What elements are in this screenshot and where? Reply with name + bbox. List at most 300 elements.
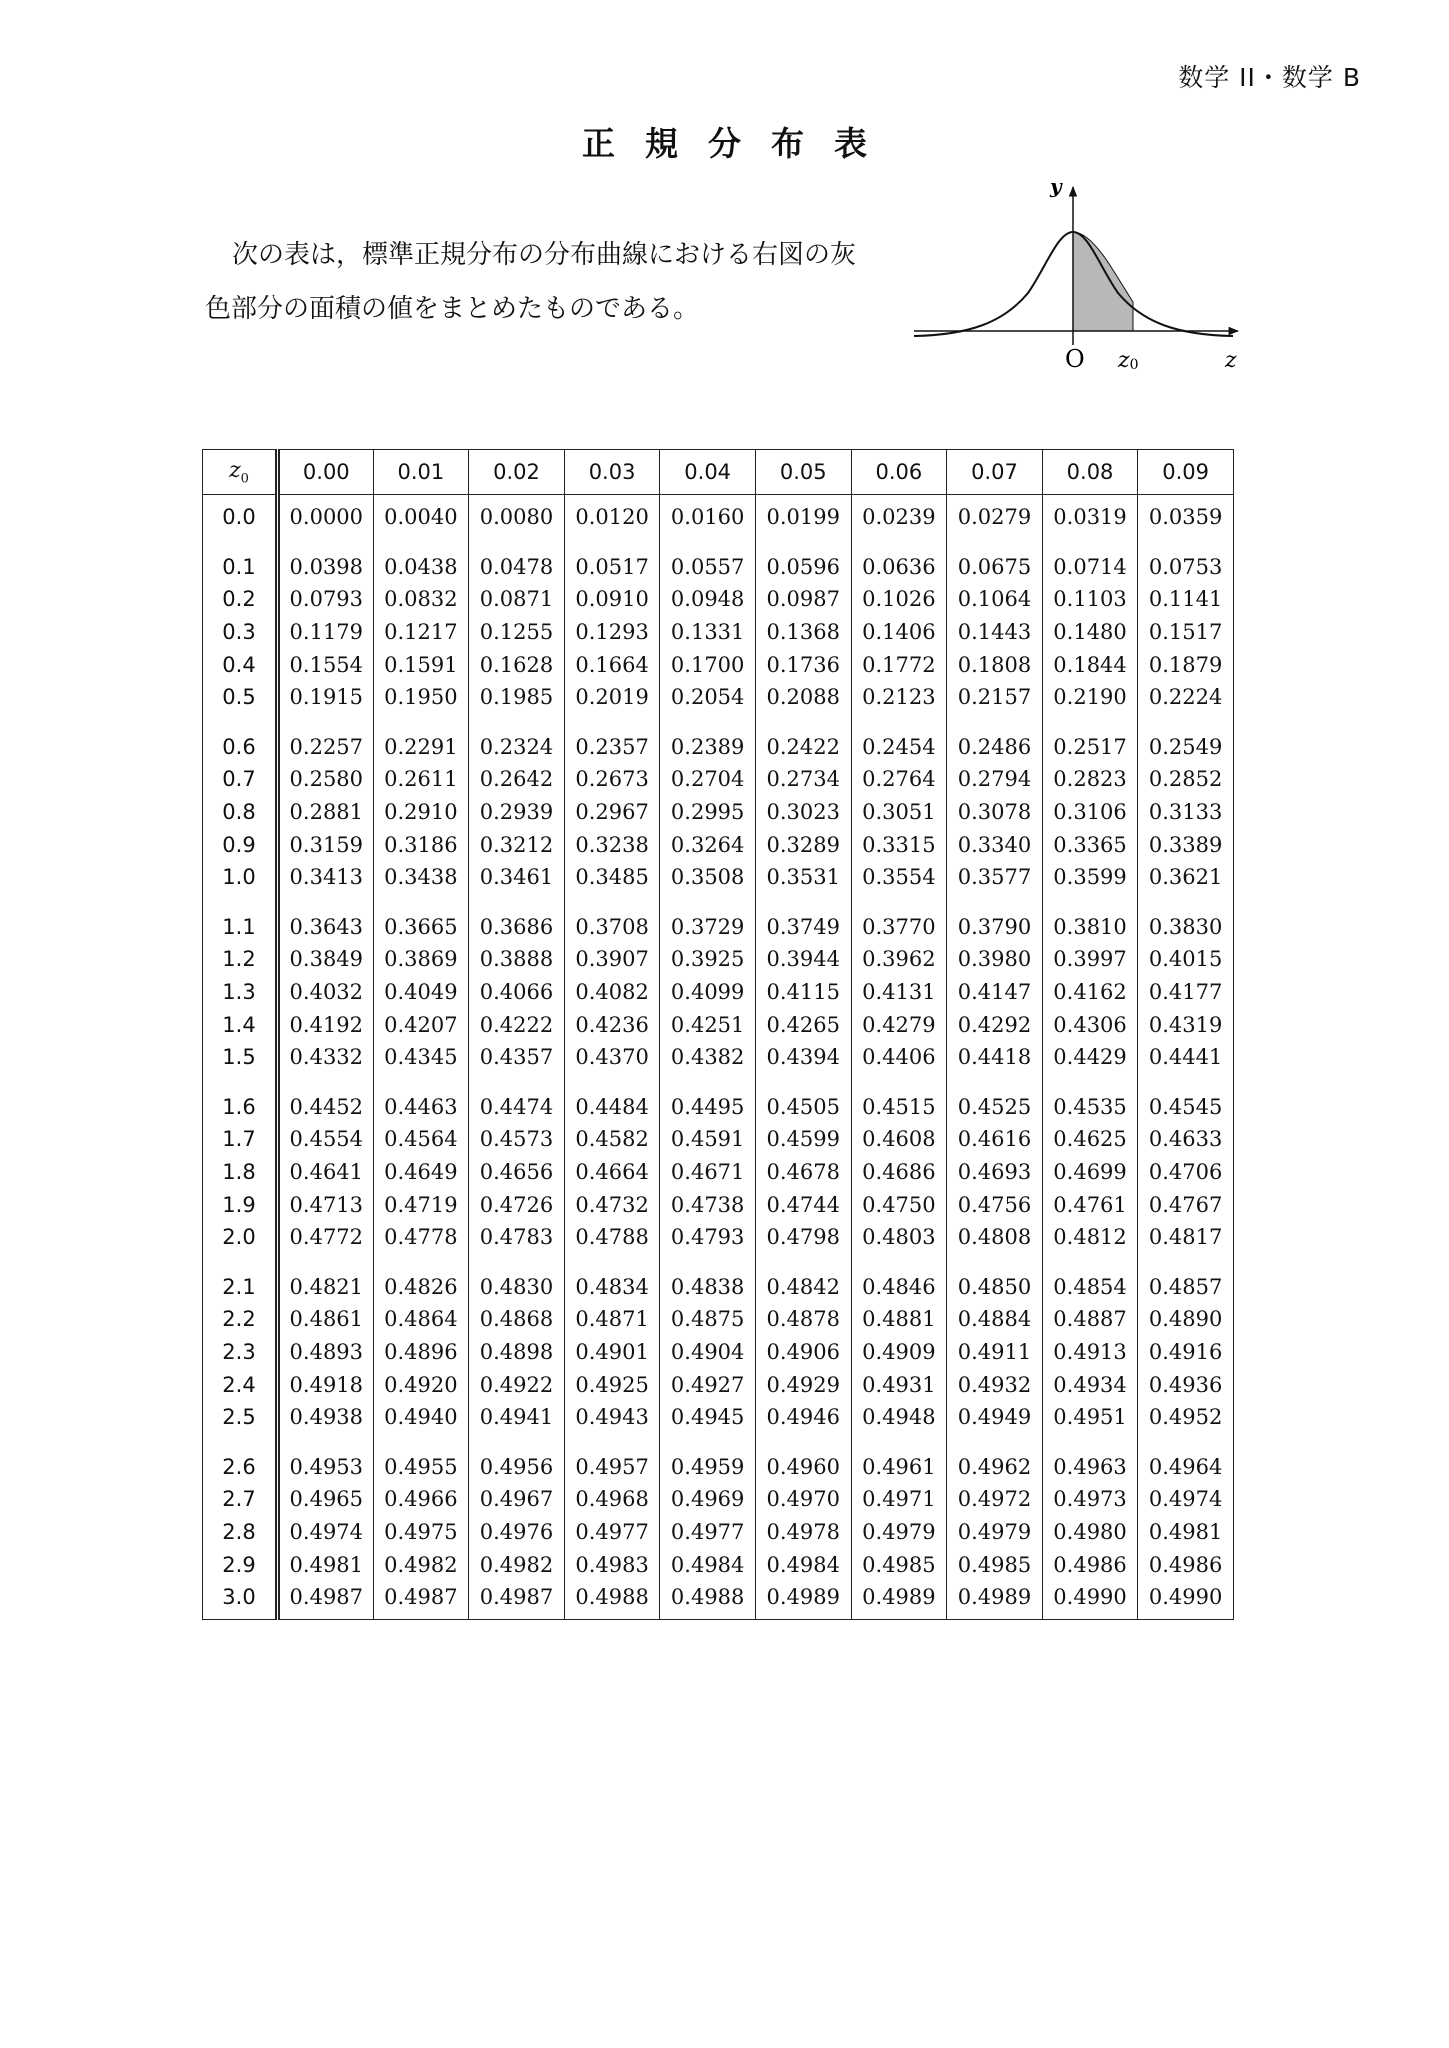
table-cell: 0.1331 [660, 616, 756, 649]
table-cell: 0.4967 [469, 1483, 565, 1516]
origin-label: O [1065, 345, 1085, 373]
table-cell: 0.4973 [1042, 1483, 1138, 1516]
table-cell: 0.1064 [947, 583, 1043, 616]
table-cell: 0.2224 [1138, 681, 1234, 714]
table-cell: 0.2967 [564, 796, 660, 829]
table-cell: 0.3365 [1042, 828, 1138, 861]
table-header-row [203, 450, 1234, 495]
table-cell: 0.4564 [373, 1123, 469, 1156]
table-cell: 0.3315 [851, 828, 947, 861]
table-cell: 0.3599 [1042, 861, 1138, 894]
table-cell: 0.4968 [564, 1483, 660, 1516]
table-cell: 0.4732 [564, 1188, 660, 1221]
table-cell: 0.4857 [1138, 1253, 1234, 1303]
table-cell: 0.4591 [660, 1123, 756, 1156]
table-cell: 0.2704 [660, 763, 756, 796]
table-cell: 0.0040 [373, 495, 469, 534]
table-cell: 0.4838 [660, 1253, 756, 1303]
table-cell: 0.0080 [469, 495, 565, 534]
table-cell: 0.4345 [373, 1041, 469, 1074]
row-z-label: 0.7 [203, 763, 278, 796]
table-cell: 0.1480 [1042, 616, 1138, 649]
table-cell: 0.4927 [660, 1368, 756, 1401]
table-cell: 0.4505 [755, 1074, 851, 1124]
table-cell: 0.0359 [1138, 495, 1234, 534]
table-cell: 0.4964 [1138, 1433, 1234, 1483]
table-cell: 0.4664 [564, 1156, 660, 1189]
table-cell: 0.0279 [947, 495, 1043, 534]
table-cell: 0.4936 [1138, 1368, 1234, 1401]
table-cell: 0.4738 [660, 1188, 756, 1221]
table-cell: 0.3212 [469, 828, 565, 861]
table-cell: 0.1368 [755, 616, 851, 649]
table-cell: 0.3770 [851, 894, 947, 944]
table-cell: 0.0596 [755, 534, 851, 584]
table-row [203, 1581, 1234, 1620]
table-cell: 0.3106 [1042, 796, 1138, 829]
table-cell: 0.1406 [851, 616, 947, 649]
table-cell: 0.4495 [660, 1074, 756, 1124]
table-cell: 0.4986 [1042, 1548, 1138, 1581]
table-cell: 0.4370 [564, 1041, 660, 1074]
table-cell: 0.4977 [660, 1516, 756, 1549]
row-z-label: 0.5 [203, 681, 278, 714]
table-cell: 0.4989 [851, 1581, 947, 1620]
table-cell: 0.4988 [564, 1581, 660, 1620]
table-cell: 0.4961 [851, 1433, 947, 1483]
table-cell: 0.4854 [1042, 1253, 1138, 1303]
table-cell: 0.4693 [947, 1156, 1043, 1189]
table-cell: 0.4955 [373, 1433, 469, 1483]
row-z-label: 1.9 [203, 1188, 278, 1221]
table-cell: 0.4875 [660, 1303, 756, 1336]
table-cell: 0.4943 [564, 1401, 660, 1434]
table-cell: 0.4808 [947, 1221, 1043, 1254]
table-cell: 0.4969 [660, 1483, 756, 1516]
table-cell: 0.4788 [564, 1221, 660, 1254]
table-row [203, 1188, 1234, 1221]
row-z-label: 0.3 [203, 616, 278, 649]
table-cell: 0.4162 [1042, 976, 1138, 1009]
table-cell: 0.4909 [851, 1336, 947, 1369]
table-cell: 0.4987 [373, 1581, 469, 1620]
table-cell: 0.4960 [755, 1433, 851, 1483]
table-row [203, 894, 1234, 944]
table-cell: 0.3790 [947, 894, 1043, 944]
description [205, 228, 885, 336]
table-cell: 0.4916 [1138, 1336, 1234, 1369]
row-z-label: 1.5 [203, 1041, 278, 1074]
table-cell: 0.4767 [1138, 1188, 1234, 1221]
table-cell: 0.3133 [1138, 796, 1234, 829]
table-cell: 0.1443 [947, 616, 1043, 649]
table-cell: 0.4975 [373, 1516, 469, 1549]
column-header: 0.07 [947, 450, 1043, 495]
table-cell: 0.3869 [373, 943, 469, 976]
table-cell: 0.4772 [278, 1221, 374, 1254]
table-cell: 0.4929 [755, 1368, 851, 1401]
table-cell: 0.1700 [660, 648, 756, 681]
table-row [203, 943, 1234, 976]
table-cell: 0.4988 [660, 1581, 756, 1620]
table-cell: 0.3888 [469, 943, 565, 976]
table-cell: 0.4913 [1042, 1336, 1138, 1369]
table-cell: 0.4918 [278, 1368, 374, 1401]
table-cell: 0.4951 [1042, 1401, 1138, 1434]
description-line-2: 色部分の面積の値をまとめたものである。 [205, 294, 700, 324]
table-cell: 0.4864 [373, 1303, 469, 1336]
table-body [203, 495, 1234, 1620]
table-cell: 0.0948 [660, 583, 756, 616]
table-row [203, 1401, 1234, 1434]
table-row [203, 534, 1234, 584]
table-cell: 0.3438 [373, 861, 469, 894]
table-cell: 0.4525 [947, 1074, 1043, 1124]
y-axis-label: y [1050, 175, 1062, 198]
table-cell: 0.3907 [564, 943, 660, 976]
table-cell: 0.4978 [755, 1516, 851, 1549]
shaded-area [1073, 232, 1133, 331]
table-cell: 0.1255 [469, 616, 565, 649]
table-cell: 0.4922 [469, 1368, 565, 1401]
table-row [203, 681, 1234, 714]
table-cell: 0.4582 [564, 1123, 660, 1156]
table-cell: 0.4965 [278, 1483, 374, 1516]
table-cell: 0.1141 [1138, 583, 1234, 616]
table-cell: 0.4932 [947, 1368, 1043, 1401]
table-cell: 0.2580 [278, 763, 374, 796]
table-cell: 0.4015 [1138, 943, 1234, 976]
column-header: 0.05 [755, 450, 851, 495]
table-row [203, 1156, 1234, 1189]
row-z-label: 1.8 [203, 1156, 278, 1189]
table-cell: 0.4984 [755, 1548, 851, 1581]
table-cell: 0.4945 [660, 1401, 756, 1434]
table-cell: 0.4890 [1138, 1303, 1234, 1336]
table-cell: 0.4744 [755, 1188, 851, 1221]
row-z-label: 0.2 [203, 583, 278, 616]
table-cell: 0.1517 [1138, 616, 1234, 649]
table-cell: 0.1217 [373, 616, 469, 649]
table-cell: 0.4082 [564, 976, 660, 1009]
table-row [203, 1433, 1234, 1483]
subject-label: 数学 II・数学 B [1178, 63, 1361, 92]
corner-z0-main: z [229, 457, 241, 483]
table-cell: 0.1554 [278, 648, 374, 681]
table-cell: 0.2389 [660, 714, 756, 764]
table-cell: 0.1026 [851, 583, 947, 616]
table-cell: 0.4131 [851, 976, 947, 1009]
table-cell: 0.4633 [1138, 1123, 1234, 1156]
table-cell: 0.3508 [660, 861, 756, 894]
table-cell: 0.4984 [660, 1548, 756, 1581]
column-header: 0.01 [373, 450, 469, 495]
table-cell: 0.4974 [278, 1516, 374, 1549]
table-cell: 0.4901 [564, 1336, 660, 1369]
table-cell: 0.4878 [755, 1303, 851, 1336]
table-cell: 0.4983 [564, 1548, 660, 1581]
table-cell: 0.1664 [564, 648, 660, 681]
table-cell: 0.4952 [1138, 1401, 1234, 1434]
row-z-label: 2.4 [203, 1368, 278, 1401]
row-z-label: 1.2 [203, 943, 278, 976]
table-cell: 0.3186 [373, 828, 469, 861]
table-cell: 0.4896 [373, 1336, 469, 1369]
table-cell: 0.2190 [1042, 681, 1138, 714]
table-cell: 0.2764 [851, 763, 947, 796]
table-cell: 0.4920 [373, 1368, 469, 1401]
table-row [203, 648, 1234, 681]
table-row [203, 1041, 1234, 1074]
row-z-label: 2.0 [203, 1221, 278, 1254]
table-cell: 0.4649 [373, 1156, 469, 1189]
table-cell: 0.4987 [469, 1581, 565, 1620]
table-cell: 0.1736 [755, 648, 851, 681]
table-cell: 0.4192 [278, 1008, 374, 1041]
table-cell: 0.4893 [278, 1336, 374, 1369]
table-cell: 0.2357 [564, 714, 660, 764]
table-cell: 0.4115 [755, 976, 851, 1009]
table-cell: 0.0636 [851, 534, 947, 584]
table-cell: 0.2019 [564, 681, 660, 714]
row-z-label: 1.7 [203, 1123, 278, 1156]
table-row [203, 1516, 1234, 1549]
table-cell: 0.4966 [373, 1483, 469, 1516]
table-cell: 0.4778 [373, 1221, 469, 1254]
table-cell: 0.1985 [469, 681, 565, 714]
table-cell: 0.4989 [755, 1581, 851, 1620]
table-cell: 0.4971 [851, 1483, 947, 1516]
row-z-label: 1.1 [203, 894, 278, 944]
table-cell: 0.4554 [278, 1123, 374, 1156]
table-cell: 0.4834 [564, 1253, 660, 1303]
row-z-label: 3.0 [203, 1581, 278, 1620]
table-row [203, 1123, 1234, 1156]
table-cell: 0.4625 [1042, 1123, 1138, 1156]
table-row [203, 1221, 1234, 1254]
table-cell: 0.3686 [469, 894, 565, 944]
table-cell: 0.4957 [564, 1433, 660, 1483]
table-cell: 0.4842 [755, 1253, 851, 1303]
table-cell: 0.2673 [564, 763, 660, 796]
table-row [203, 796, 1234, 829]
z0-label [1117, 348, 1139, 373]
table-cell: 0.3264 [660, 828, 756, 861]
table-cell: 0.4979 [947, 1516, 1043, 1549]
column-header: 0.02 [469, 450, 565, 495]
table-cell: 0.3621 [1138, 861, 1234, 894]
table-cell: 0.3078 [947, 796, 1043, 829]
table-cell: 0.0871 [469, 583, 565, 616]
table-cell: 0.3461 [469, 861, 565, 894]
table-cell: 0.4948 [851, 1401, 947, 1434]
table-cell: 0.4292 [947, 1008, 1043, 1041]
table-cell: 0.2910 [373, 796, 469, 829]
table-cell: 0.0239 [851, 495, 947, 534]
table-cell: 0.4990 [1042, 1581, 1138, 1620]
table-cell: 0.2823 [1042, 763, 1138, 796]
table-cell: 0.4934 [1042, 1368, 1138, 1401]
table-cell: 0.3643 [278, 894, 374, 944]
table-cell: 0.3729 [660, 894, 756, 944]
table-cell: 0.3925 [660, 943, 756, 976]
table-cell: 0.4981 [1138, 1516, 1234, 1549]
table-cell: 0.4032 [278, 976, 374, 1009]
table-row [203, 616, 1234, 649]
table-cell: 0.2995 [660, 796, 756, 829]
table-cell: 0.4812 [1042, 1221, 1138, 1254]
table-cell: 0.0398 [278, 534, 374, 584]
table-cell: 0.4953 [278, 1433, 374, 1483]
table-cell: 0.0557 [660, 534, 756, 584]
table-cell: 0.1772 [851, 648, 947, 681]
table-cell: 0.4726 [469, 1188, 565, 1221]
row-z-label: 2.1 [203, 1253, 278, 1303]
row-z-label: 2.7 [203, 1483, 278, 1516]
table-cell: 0.2324 [469, 714, 565, 764]
table-row [203, 861, 1234, 894]
table-cell: 0.4817 [1138, 1221, 1234, 1254]
table-cell: 0.4656 [469, 1156, 565, 1189]
table-cell: 0.4699 [1042, 1156, 1138, 1189]
table-cell: 0.2422 [755, 714, 851, 764]
table-cell: 0.3531 [755, 861, 851, 894]
table-cell: 0.3389 [1138, 828, 1234, 861]
table-cell: 0.0438 [373, 534, 469, 584]
table-cell: 0.0832 [373, 583, 469, 616]
column-header: 0.06 [851, 450, 947, 495]
table-cell: 0.4906 [755, 1336, 851, 1369]
table-cell: 0.3749 [755, 894, 851, 944]
table-cell: 0.4441 [1138, 1041, 1234, 1074]
column-header: 0.04 [660, 450, 756, 495]
table-cell: 0.0675 [947, 534, 1043, 584]
table-cell: 0.4798 [755, 1221, 851, 1254]
row-z-label: 1.4 [203, 1008, 278, 1041]
table-cell: 0.4394 [755, 1041, 851, 1074]
table-cell: 0.4177 [1138, 976, 1234, 1009]
table-cell: 0.4515 [851, 1074, 947, 1124]
table-cell: 0.0319 [1042, 495, 1138, 534]
table-cell: 0.1628 [469, 648, 565, 681]
table-row [203, 1008, 1234, 1041]
table-cell: 0.4382 [660, 1041, 756, 1074]
z-axis-label: z [1225, 348, 1237, 373]
table-cell: 0.3980 [947, 943, 1043, 976]
table-cell: 0.4608 [851, 1123, 947, 1156]
table-cell: 0.4977 [564, 1516, 660, 1549]
table-cell: 0.4963 [1042, 1433, 1138, 1483]
table-cell: 0.4970 [755, 1483, 851, 1516]
table-cell: 0.1950 [373, 681, 469, 714]
table-cell: 0.4474 [469, 1074, 565, 1124]
description-line-1: 次の表は，標準正規分布の分布曲線における右図の灰 [232, 240, 857, 270]
table-cell: 0.0517 [564, 534, 660, 584]
table-cell: 0.2486 [947, 714, 1043, 764]
table-cell: 0.4406 [851, 1041, 947, 1074]
table-cell: 0.2642 [469, 763, 565, 796]
row-z-label: 0.9 [203, 828, 278, 861]
table-cell: 0.4319 [1138, 1008, 1234, 1041]
table-row [203, 828, 1234, 861]
table-cell: 0.3708 [564, 894, 660, 944]
table-cell: 0.4898 [469, 1336, 565, 1369]
table-cell: 0.4357 [469, 1041, 565, 1074]
table-cell: 0.4884 [947, 1303, 1043, 1336]
table-cell: 0.0478 [469, 534, 565, 584]
table-cell: 0.4972 [947, 1483, 1043, 1516]
table-cell: 0.0000 [278, 495, 374, 534]
table-cell: 0.4821 [278, 1253, 374, 1303]
row-z-label: 1.3 [203, 976, 278, 1009]
table-cell: 0.0987 [755, 583, 851, 616]
table-cell: 0.4974 [1138, 1483, 1234, 1516]
column-header: 0.08 [1042, 450, 1138, 495]
table-cell: 0.3997 [1042, 943, 1138, 976]
table-cell: 0.4756 [947, 1188, 1043, 1221]
table-cell: 0.4868 [469, 1303, 565, 1336]
row-z-label: 2.2 [203, 1303, 278, 1336]
table-cell: 0.1179 [278, 616, 374, 649]
table-cell: 0.4980 [1042, 1516, 1138, 1549]
table-cell: 0.4750 [851, 1188, 947, 1221]
table-cell: 0.1103 [1042, 583, 1138, 616]
table-row [203, 1303, 1234, 1336]
table-cell: 0.4452 [278, 1074, 374, 1124]
table-cell: 0.4761 [1042, 1188, 1138, 1221]
table-cell: 0.3810 [1042, 894, 1138, 944]
table-cell: 0.4803 [851, 1221, 947, 1254]
normal-distribution-table [202, 449, 1234, 1620]
table-cell: 0.4826 [373, 1253, 469, 1303]
table-row [203, 976, 1234, 1009]
table-cell: 0.2881 [278, 796, 374, 829]
table-cell: 0.1293 [564, 616, 660, 649]
table-cell: 0.4066 [469, 976, 565, 1009]
table-cell: 0.4147 [947, 976, 1043, 1009]
table-cell: 0.4332 [278, 1041, 374, 1074]
table-row [203, 1548, 1234, 1581]
table-cell: 0.4545 [1138, 1074, 1234, 1124]
row-z-label: 2.6 [203, 1433, 278, 1483]
table-cell: 0.4941 [469, 1401, 565, 1434]
table-cell: 0.4616 [947, 1123, 1043, 1156]
table-row [203, 1483, 1234, 1516]
row-z-label: 2.9 [203, 1548, 278, 1581]
table-cell: 0.3577 [947, 861, 1043, 894]
table-row [203, 763, 1234, 796]
table-cell: 0.3159 [278, 828, 374, 861]
table-cell: 0.4418 [947, 1041, 1043, 1074]
table-cell: 0.4599 [755, 1123, 851, 1156]
table-cell: 0.4484 [564, 1074, 660, 1124]
table-cell: 0.2123 [851, 681, 947, 714]
table-cell: 0.3849 [278, 943, 374, 976]
table-cell: 0.4793 [660, 1221, 756, 1254]
table-cell: 0.4678 [755, 1156, 851, 1189]
table-cell: 0.0793 [278, 583, 374, 616]
table-cell: 0.4959 [660, 1433, 756, 1483]
table-cell: 0.4265 [755, 1008, 851, 1041]
table-cell: 0.2088 [755, 681, 851, 714]
corner-z0-sub: 0 [240, 471, 249, 487]
table-cell: 0.4463 [373, 1074, 469, 1124]
column-header: 0.03 [564, 450, 660, 495]
table-cell: 0.2794 [947, 763, 1043, 796]
table-row [203, 583, 1234, 616]
table-cell: 0.3340 [947, 828, 1043, 861]
table-cell: 0.3944 [755, 943, 851, 976]
